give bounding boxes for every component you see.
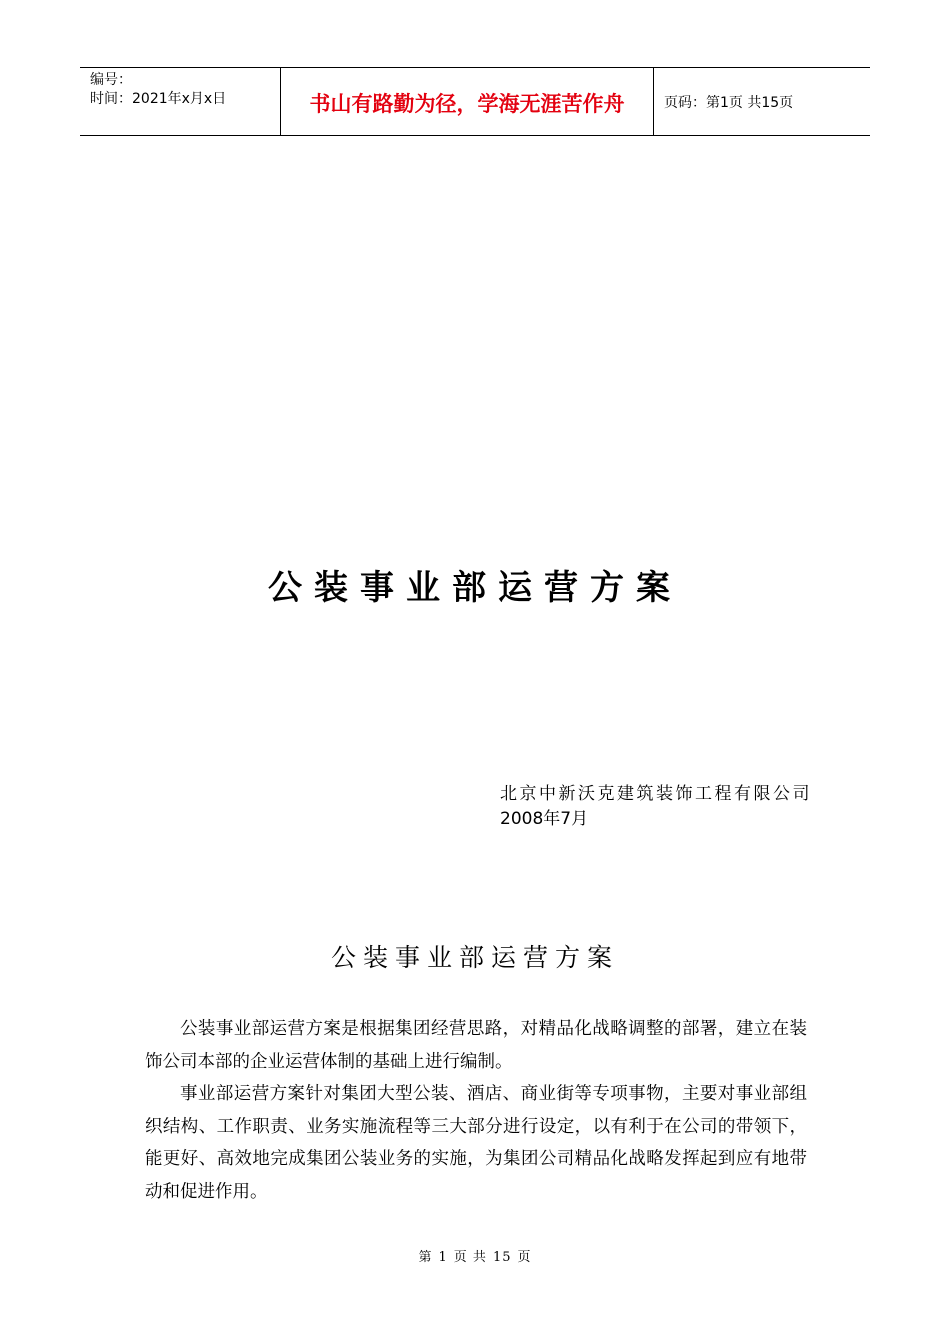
section-title: 公装事业部运营方案	[330, 943, 619, 972]
page-footer	[0, 1246, 950, 1265]
page-info: 页码：第1页 共15页	[664, 94, 794, 111]
footer-middle: 页 共	[453, 1250, 487, 1265]
header-meta-cell	[80, 68, 281, 135]
number-label: 编号：	[90, 72, 132, 88]
header-motto-cell	[281, 68, 654, 135]
footer-total-pages: 15	[492, 1250, 512, 1265]
footer-suffix: 页	[517, 1250, 532, 1265]
paragraph: 事业部运营方案针对集团大型公装、酒店、商业街等专项事物，主要对事业部组织结构、工作职责、业务实施流程等三大部分进行设定，以有利于在公司的带领下，能更好、高效地完成集团公装业务的实施，为集团公司精品化战略发挥起到应有地带动和促进作用。	[145, 1084, 807, 1202]
document-date: 2008年7月	[500, 809, 589, 829]
paragraph: 公装事业部运营方案是根据集团经营思路，对精品化战略调整的部署，建立在装饰公司本部的企业运营体制的基础上进行编制。	[145, 1019, 807, 1072]
footer-prefix: 第	[418, 1250, 433, 1265]
motto-text: 书山有路勤为径，学海无涯苦作舟	[309, 91, 625, 116]
page-header	[80, 67, 870, 136]
company-name: 北京中新沃克建筑装饰工程有限公司	[500, 784, 812, 804]
body-text	[145, 1013, 807, 1208]
cover-title: 公装事业部运营方案	[268, 568, 682, 608]
time-label: 时间：2021年x月x日	[90, 91, 227, 107]
header-page-cell	[654, 68, 870, 135]
footer-page-number: 1	[438, 1250, 448, 1265]
